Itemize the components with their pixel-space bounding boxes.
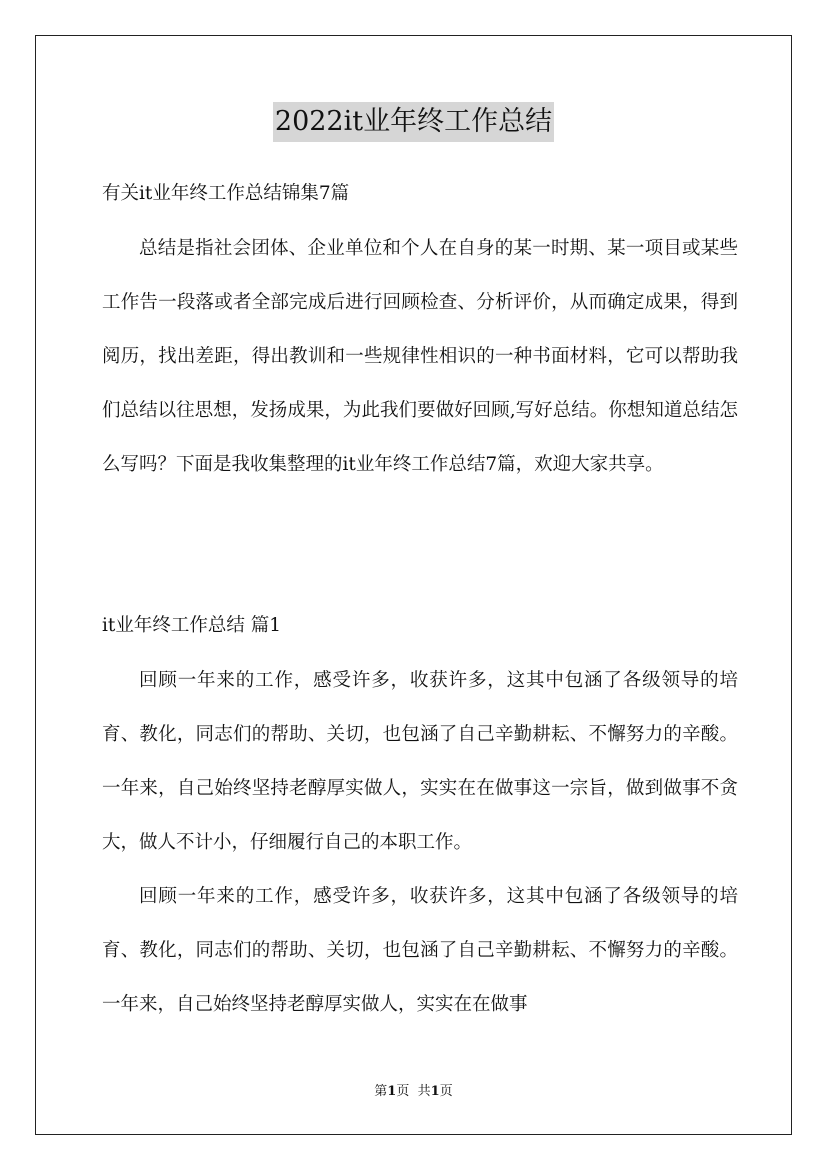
document-title-text: 2022it业年终工作总结 — [273, 102, 554, 142]
page-number: 第1页 — [374, 1084, 410, 1099]
document-title — [0, 102, 827, 142]
section-heading: it业年终工作总结 篇1 — [102, 615, 282, 636]
page-total: 共1页 — [417, 1084, 453, 1099]
section-paragraph: 回顾一年来的工作，感受许多，收获许多，这其中包涵了各级领导的培育、教化，同志们的帮助、关切，也包涵了自己辛勤耕耘、不懈努力的辛酸。一年来，自己始终坚持老醇厚实做人，实实在在做事这一宗旨，做到做事不贪大，做人不计小，仔细履行自己的本职工作。 — [102, 670, 738, 853]
document-subtitle: 有关it业年终工作总结锦集7篇 — [102, 183, 350, 204]
page-footer — [0, 1083, 827, 1101]
intro-paragraph: 总结是指社会团体、企业单位和个人在自身的某一时期、某一项目或某些工作告一段落或者全部完成后进行回顾检查、分析评价，从而确定成果，得到阅历，找出差距，得出教训和一些规律性相识的一种书面材料，它可以帮助我们总结以往思想，发扬成果，为此我们要做好回顾,写好总结。你想知道总结怎么写吗？下面是我收集整理的it业年终工作总结7篇，欢迎大家共享。 — [102, 238, 738, 475]
section-paragraph: 回顾一年来的工作，感受许多，收获许多，这其中包涵了各级领导的培育、教化，同志们的帮助、关切，也包涵了自己辛勤耕耘、不懈努力的辛酸。一年来，自己始终坚持老醇厚实做人，实实在在做事 — [102, 886, 738, 1015]
